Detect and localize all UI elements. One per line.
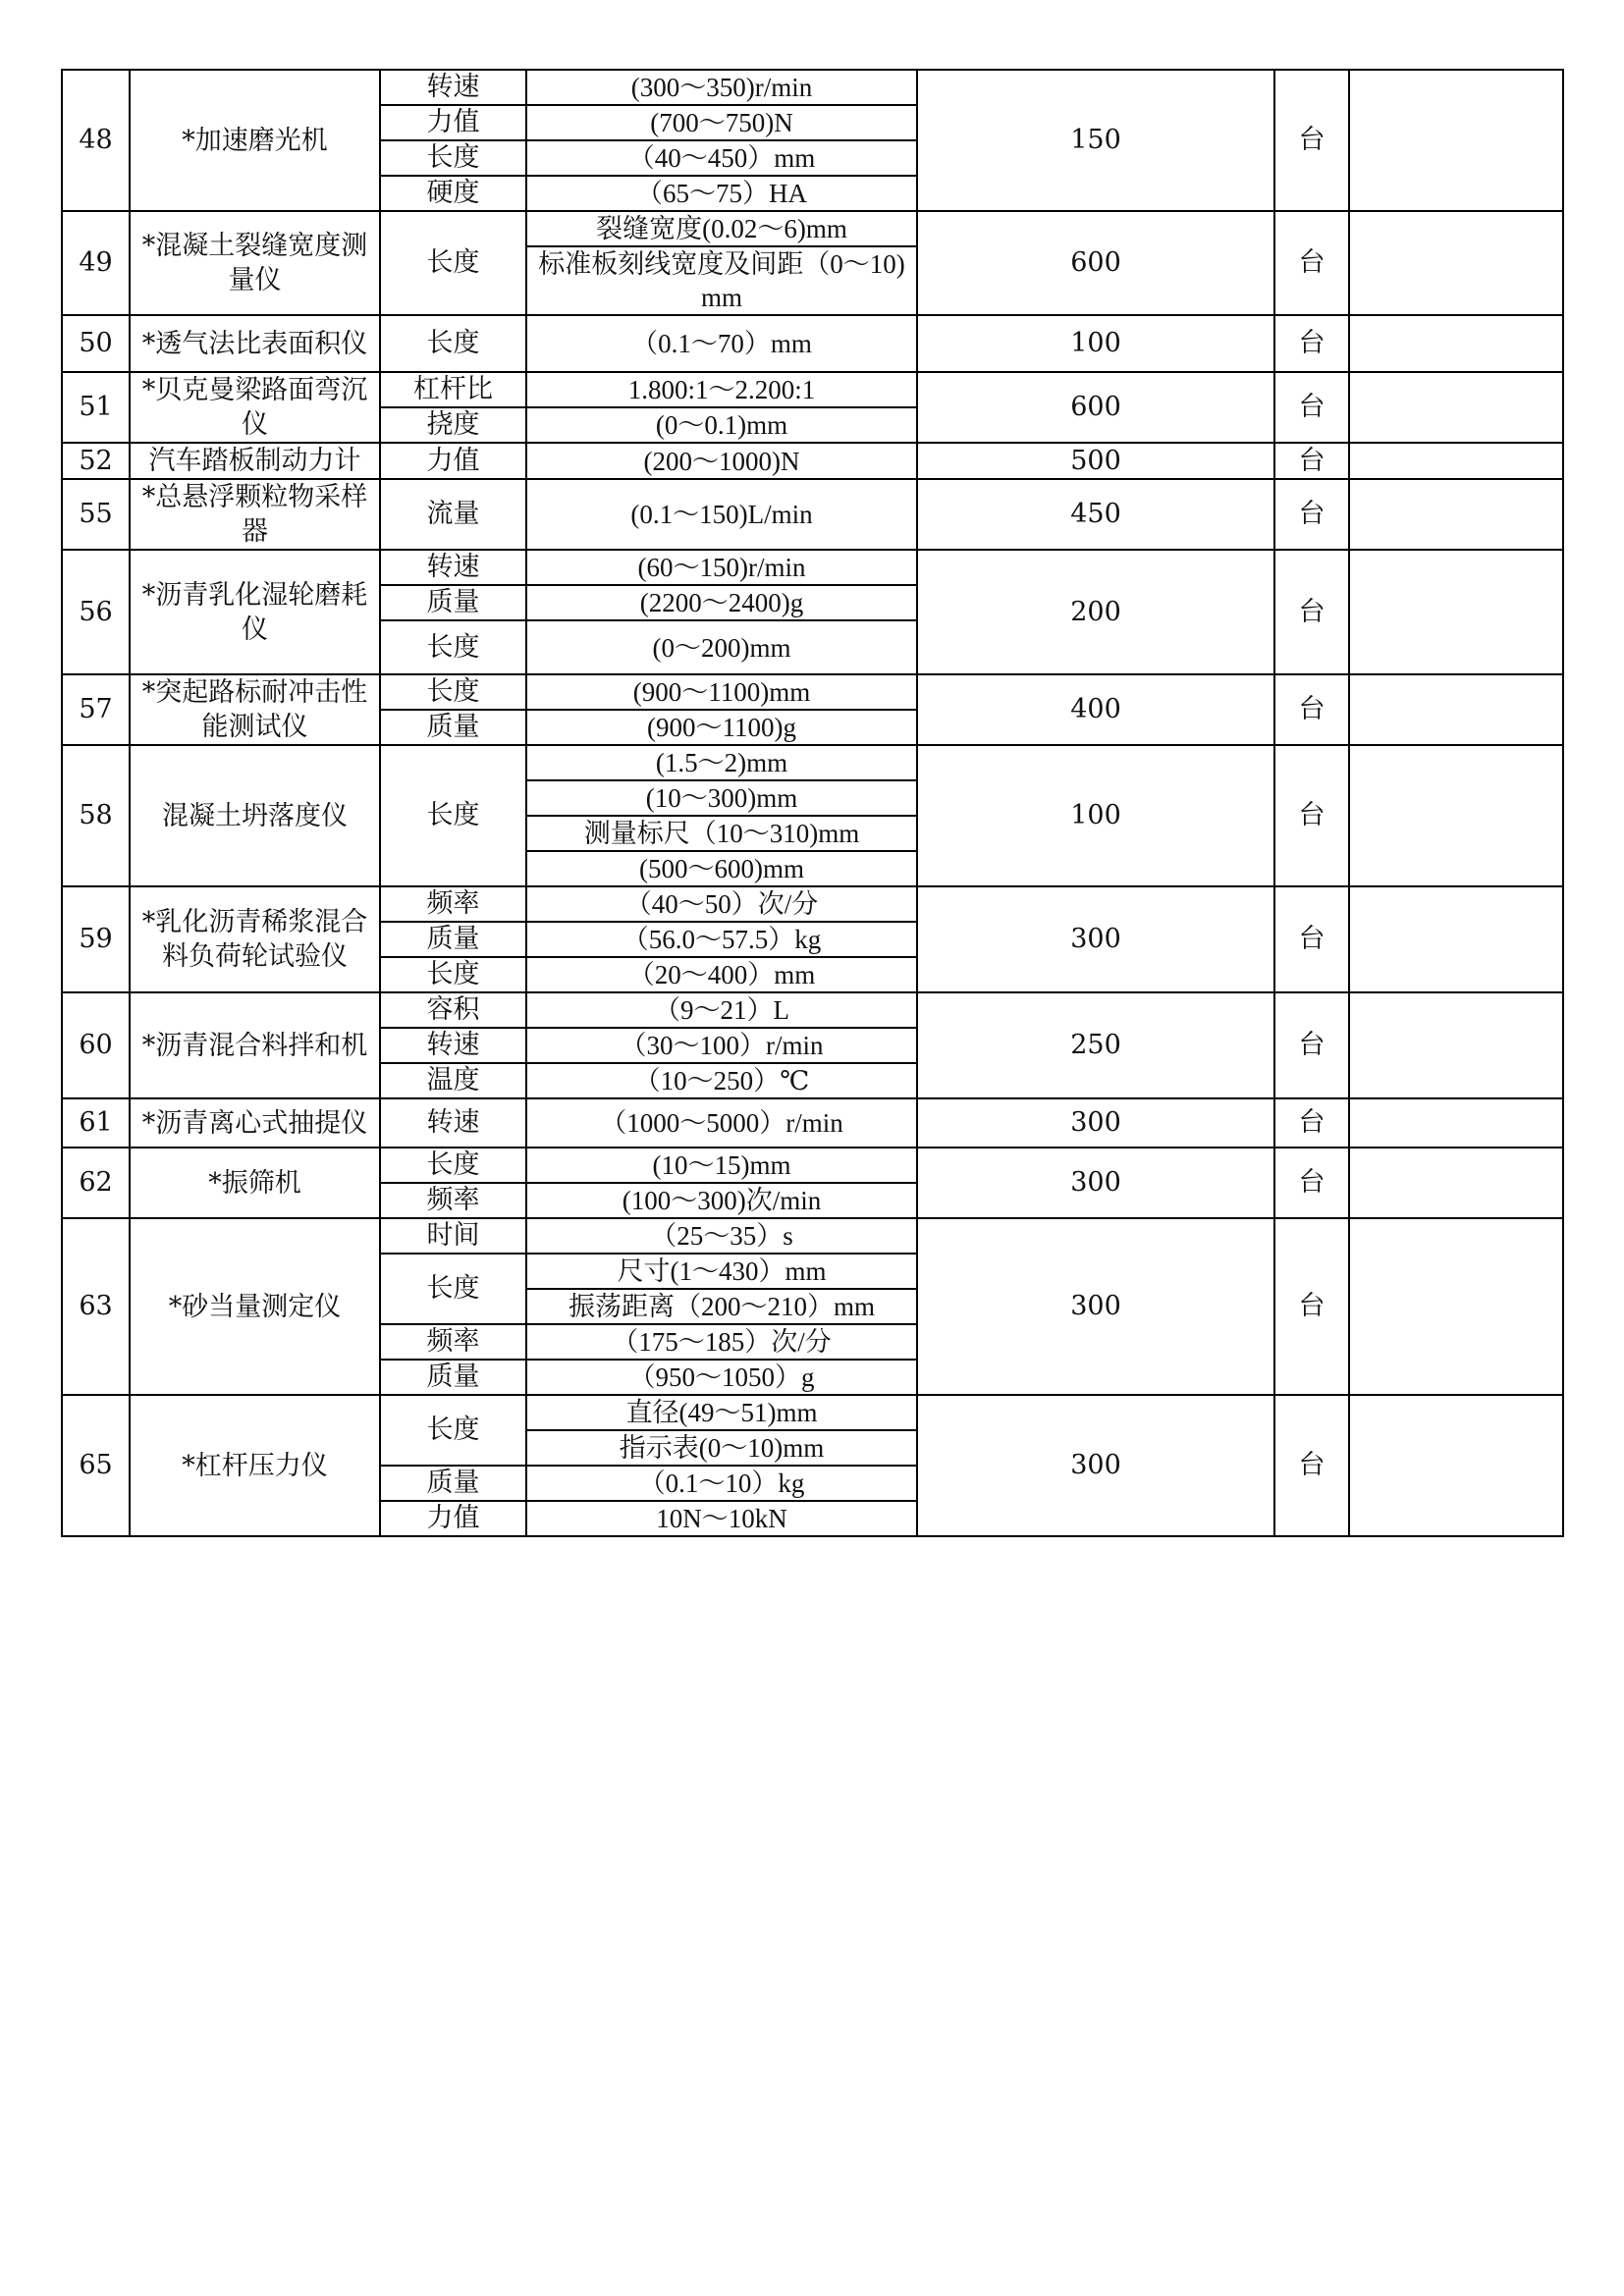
fee-value: 100 [917, 745, 1274, 886]
measurement-range: 振荡距离（200～210）mm [526, 1289, 917, 1324]
item-number: 55 [62, 479, 130, 550]
fee-value: 400 [917, 674, 1274, 745]
unit-label: 台 [1274, 550, 1349, 674]
table-row [62, 443, 1563, 479]
parameter-name: 力值 [380, 443, 526, 479]
instrument-name: *砂当量测定仪 [130, 1218, 380, 1395]
instrument-name: *乳化沥青稀浆混合料负荷轮试验仪 [130, 886, 380, 992]
unit-label: 台 [1274, 674, 1349, 745]
parameter-name: 长度 [380, 140, 526, 176]
measurement-range: (900～1100)g [526, 710, 917, 745]
parameter-name: 转速 [380, 1028, 526, 1063]
parameter-name: 挠度 [380, 407, 526, 443]
parameter-name: 长度 [380, 620, 526, 674]
parameter-name: 质量 [380, 710, 526, 745]
measurement-range: （1000～5000）r/min [526, 1098, 917, 1148]
remarks-cell [1349, 1218, 1563, 1395]
measurement-range: (10～15)mm [526, 1148, 917, 1183]
measurement-range: (1.5～2)mm [526, 745, 917, 780]
parameter-name: 长度 [380, 1395, 526, 1466]
parameter-name: 时间 [380, 1218, 526, 1254]
parameter-name: 长度 [380, 211, 526, 315]
instrument-name: *混凝土裂缝宽度测量仪 [130, 211, 380, 315]
item-number: 65 [62, 1395, 130, 1536]
measurement-range: （0.1～70）mm [526, 315, 917, 372]
remarks-cell [1349, 372, 1563, 443]
parameter-name: 长度 [380, 674, 526, 710]
measurement-range: (0～200)mm [526, 620, 917, 674]
fee-value: 200 [917, 550, 1274, 674]
parameter-name: 容积 [380, 992, 526, 1028]
table-row [62, 1395, 1563, 1430]
measurement-range: （25～35）s [526, 1218, 917, 1254]
parameter-name: 频率 [380, 886, 526, 922]
measurement-range: (60～150)r/min [526, 550, 917, 585]
table-row [62, 745, 1563, 780]
remarks-cell [1349, 550, 1563, 674]
instrument-name: *沥青乳化湿轮磨耗仪 [130, 550, 380, 674]
fee-value: 300 [917, 1395, 1274, 1536]
instrument-name: *沥青离心式抽提仪 [130, 1098, 380, 1148]
parameter-name: 质量 [380, 1466, 526, 1501]
instrument-name: *加速磨光机 [130, 70, 380, 211]
instrument-name: *贝克曼梁路面弯沉仪 [130, 372, 380, 443]
fee-value: 100 [917, 315, 1274, 372]
table-row [62, 992, 1563, 1028]
unit-label: 台 [1274, 886, 1349, 992]
unit-label: 台 [1274, 1148, 1349, 1218]
measurement-range: 标准板刻线宽度及间距（0～10)mm [526, 246, 917, 315]
fee-value: 150 [917, 70, 1274, 211]
parameter-name: 转速 [380, 550, 526, 585]
instrument-name: *总悬浮颗粒物采样器 [130, 479, 380, 550]
measurement-range: (0～0.1)mm [526, 407, 917, 443]
measurement-range: （56.0～57.5）kg [526, 922, 917, 957]
table-row [62, 886, 1563, 922]
fee-value: 600 [917, 211, 1274, 315]
fee-value: 250 [917, 992, 1274, 1098]
measurement-range: (500～600)mm [526, 851, 917, 886]
item-number: 49 [62, 211, 130, 315]
unit-label: 台 [1274, 992, 1349, 1098]
unit-label: 台 [1274, 479, 1349, 550]
unit-label: 台 [1274, 211, 1349, 315]
parameter-name: 流量 [380, 479, 526, 550]
parameter-name: 质量 [380, 922, 526, 957]
remarks-cell [1349, 1395, 1563, 1536]
measurement-range: 直径(49～51)mm [526, 1395, 917, 1430]
measurement-range: （40～450）mm [526, 140, 917, 176]
measurement-range: (10～300)mm [526, 780, 917, 816]
parameter-name: 力值 [380, 1501, 526, 1536]
measurement-range: 裂缝宽度(0.02～6)mm [526, 211, 917, 246]
unit-label: 台 [1274, 315, 1349, 372]
remarks-cell [1349, 745, 1563, 886]
item-number: 48 [62, 70, 130, 211]
remarks-cell [1349, 70, 1563, 211]
measurement-range: 尺寸(1～430）mm [526, 1254, 917, 1289]
parameter-name: 杠杆比 [380, 372, 526, 407]
parameter-name: 力值 [380, 105, 526, 140]
fee-value: 500 [917, 443, 1274, 479]
table-row [62, 1148, 1563, 1183]
measurement-range: （20～400）mm [526, 957, 917, 992]
item-number: 61 [62, 1098, 130, 1148]
measurement-range: （0.1～10）kg [526, 1466, 917, 1501]
item-number: 63 [62, 1218, 130, 1395]
measurement-range: (200～1000)N [526, 443, 917, 479]
instrument-name: *突起路标耐冲击性能测试仪 [130, 674, 380, 745]
instrument-fee-table [61, 69, 1564, 1537]
parameter-name: 长度 [380, 1148, 526, 1183]
item-number: 52 [62, 443, 130, 479]
measurement-range: （65～75）HA [526, 176, 917, 211]
unit-label: 台 [1274, 372, 1349, 443]
parameter-name: 长度 [380, 745, 526, 886]
measurement-range: 指示表(0～10)mm [526, 1430, 917, 1466]
item-number: 59 [62, 886, 130, 992]
remarks-cell [1349, 443, 1563, 479]
measurement-range: 1.800:1～2.200:1 [526, 372, 917, 407]
remarks-cell [1349, 211, 1563, 315]
unit-label: 台 [1274, 1218, 1349, 1395]
parameter-name: 质量 [380, 1360, 526, 1395]
parameter-name: 长度 [380, 957, 526, 992]
fee-value: 300 [917, 1098, 1274, 1148]
table-row [62, 70, 1563, 105]
measurement-range: （9～21）L [526, 992, 917, 1028]
unit-label: 台 [1274, 1395, 1349, 1536]
table-row [62, 1218, 1563, 1254]
table-row [62, 674, 1563, 710]
instrument-name: 混凝土坍落度仪 [130, 745, 380, 886]
instrument-name: *透气法比表面积仪 [130, 315, 380, 372]
measurement-range: (900～1100)mm [526, 674, 917, 710]
remarks-cell [1349, 315, 1563, 372]
fee-value: 600 [917, 372, 1274, 443]
fee-value: 300 [917, 1218, 1274, 1395]
measurement-range: （30～100）r/min [526, 1028, 917, 1063]
item-number: 57 [62, 674, 130, 745]
item-number: 56 [62, 550, 130, 674]
measurement-range: 测量标尺（10～310)mm [526, 816, 917, 851]
instrument-name: *振筛机 [130, 1148, 380, 1218]
unit-label: 台 [1274, 745, 1349, 886]
instrument-name: *沥青混合料拌和机 [130, 992, 380, 1098]
item-number: 50 [62, 315, 130, 372]
remarks-cell [1349, 479, 1563, 550]
measurement-range: （40～50）次/分 [526, 886, 917, 922]
fee-value: 450 [917, 479, 1274, 550]
unit-label: 台 [1274, 70, 1349, 211]
table-row [62, 211, 1563, 246]
unit-label: 台 [1274, 443, 1349, 479]
parameter-name: 频率 [380, 1183, 526, 1218]
measurement-range: (300～350)r/min [526, 70, 917, 105]
measurement-range: （10～250）℃ [526, 1063, 917, 1098]
table-row [62, 372, 1563, 407]
unit-label: 台 [1274, 1098, 1349, 1148]
table-row [62, 1098, 1563, 1148]
parameter-name: 质量 [380, 585, 526, 620]
remarks-cell [1349, 674, 1563, 745]
remarks-cell [1349, 992, 1563, 1098]
instrument-name: *杠杆压力仪 [130, 1395, 380, 1536]
item-number: 62 [62, 1148, 130, 1218]
measurement-range: (100～300)次/min [526, 1183, 917, 1218]
item-number: 60 [62, 992, 130, 1098]
parameter-name: 硬度 [380, 176, 526, 211]
remarks-cell [1349, 886, 1563, 992]
item-number: 58 [62, 745, 130, 886]
parameter-name: 温度 [380, 1063, 526, 1098]
parameter-name: 长度 [380, 1254, 526, 1324]
parameter-name: 频率 [380, 1324, 526, 1360]
table-row [62, 479, 1563, 550]
measurement-range: （175～185）次/分 [526, 1324, 917, 1360]
item-number: 51 [62, 372, 130, 443]
parameter-name: 转速 [380, 1098, 526, 1148]
measurement-range: (0.1～150)L/min [526, 479, 917, 550]
measurement-range: (2200～2400)g [526, 585, 917, 620]
measurement-range: （950～1050）g [526, 1360, 917, 1395]
fee-value: 300 [917, 886, 1274, 992]
instrument-name: 汽车踏板制动力计 [130, 443, 380, 479]
remarks-cell [1349, 1098, 1563, 1148]
parameter-name: 长度 [380, 315, 526, 372]
table-row [62, 315, 1563, 372]
parameter-name: 转速 [380, 70, 526, 105]
measurement-range: (700～750)N [526, 105, 917, 140]
fee-value: 300 [917, 1148, 1274, 1218]
remarks-cell [1349, 1148, 1563, 1218]
measurement-range: 10N～10kN [526, 1501, 917, 1536]
table-row [62, 550, 1563, 585]
